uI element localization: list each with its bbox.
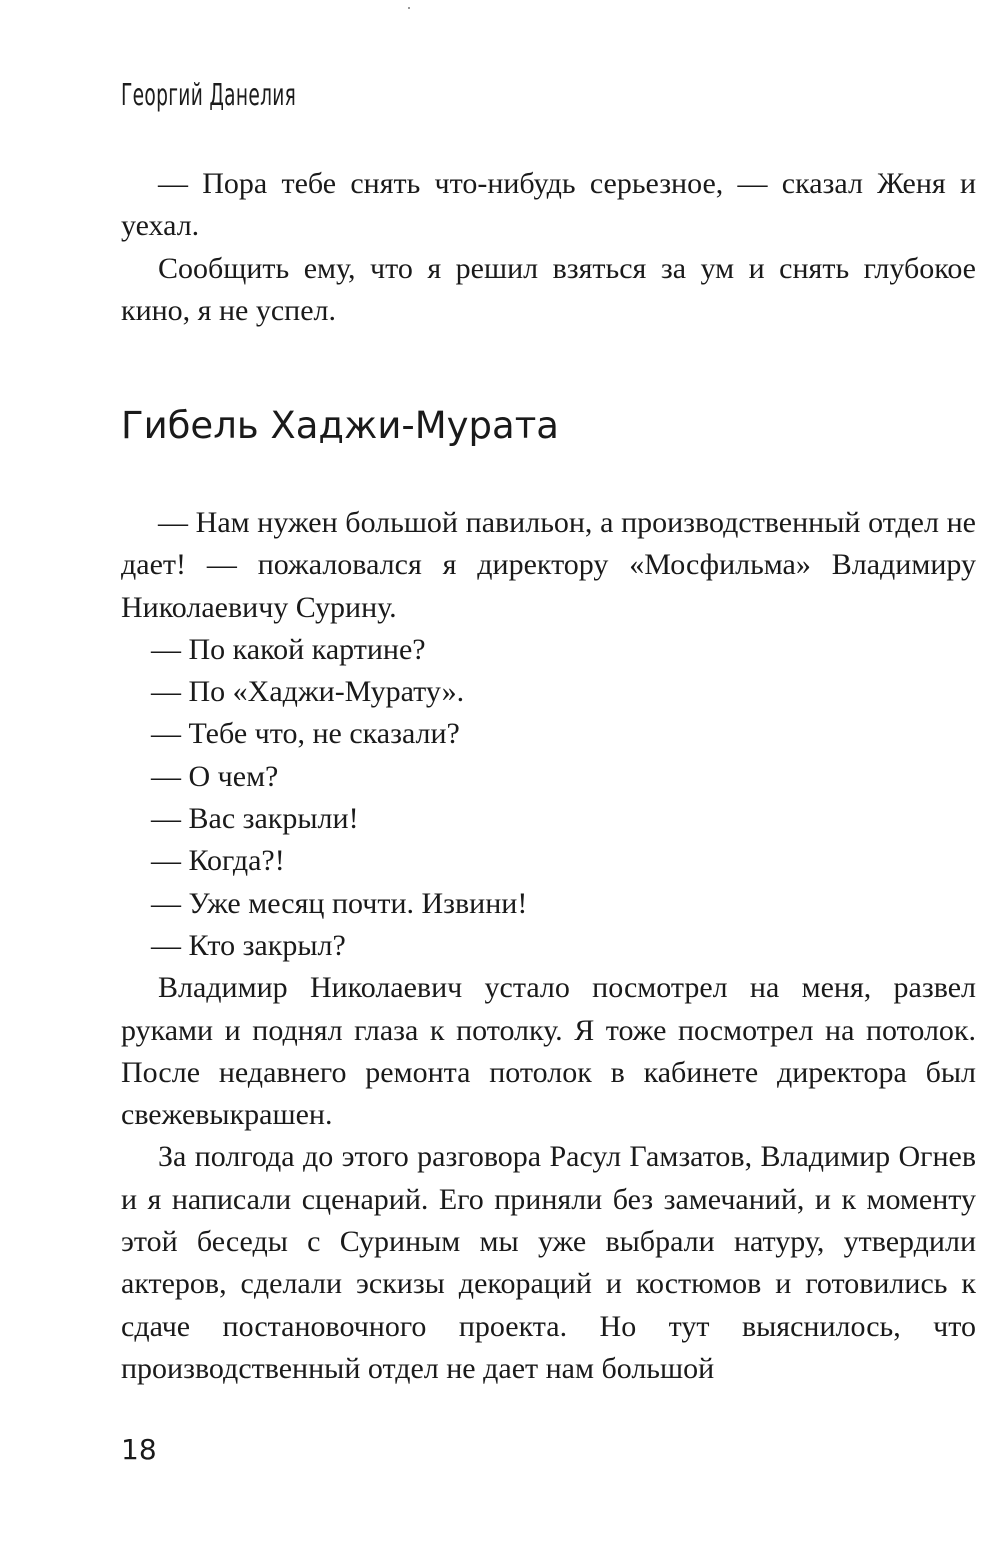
page-number: 18: [121, 1433, 157, 1466]
paragraph: Владимир Николаевич устало посмотрел на меня, развел руками и поднял глаза к потолку. Я тоже посмотрел на потолок. После недавнего ремонта потолок в кабинете директора был свежевыкрашен.: [121, 971, 976, 1132]
paragraph: — Пора тебе снять что-нибудь серьезное, — сказал Женя и уехал.: [121, 167, 976, 243]
paragraph: За полгода до этого разговора Расул Гамзатов, Владимир Огнев и я написали сценарий. Его приняли без замечаний, и к моменту этой беседы с Суриным мы уже выбрали натуру, утвердили актеров, сделали эскизы декораций и костюмов и готовились к сдаче постановочного проекта. Но тут выяснилось, что производственный отдел не дает нам большой: [121, 1140, 976, 1385]
chapter-title: Гибель Хаджи-Мурата: [121, 404, 559, 447]
paragraph: Сообщить ему, что я решил взяться за ум и снять глубокое кино, я не успел.: [121, 251, 976, 327]
dialogue-line: — Когда?!: [151, 844, 285, 878]
dialogue-line: — Кто закрыл?: [151, 928, 346, 962]
dialogue-line: — Вас закрыли!: [151, 802, 359, 836]
dialogue-line: — По какой картине?: [151, 632, 426, 666]
dialogue-line: — Уже месяц почти. Извини!: [151, 886, 528, 920]
section-ending-text: [121, 163, 976, 332]
dialogue-line: — О чем?: [151, 759, 279, 793]
chapter-body: [121, 502, 976, 1390]
paragraph: — Нам нужен большой павильон, а производственный отдел не дает! — пожаловался я директору «Мосфильма» Владимиру Николаевичу Сурину.: [121, 506, 976, 624]
scan-speck: [408, 7, 410, 9]
dialogue-line: — Тебе что, не сказали?: [151, 717, 460, 751]
dialogue-line: — По «Хаджи-Мурату».: [151, 675, 465, 709]
running-head-author: Георгий Данелия: [121, 78, 297, 113]
